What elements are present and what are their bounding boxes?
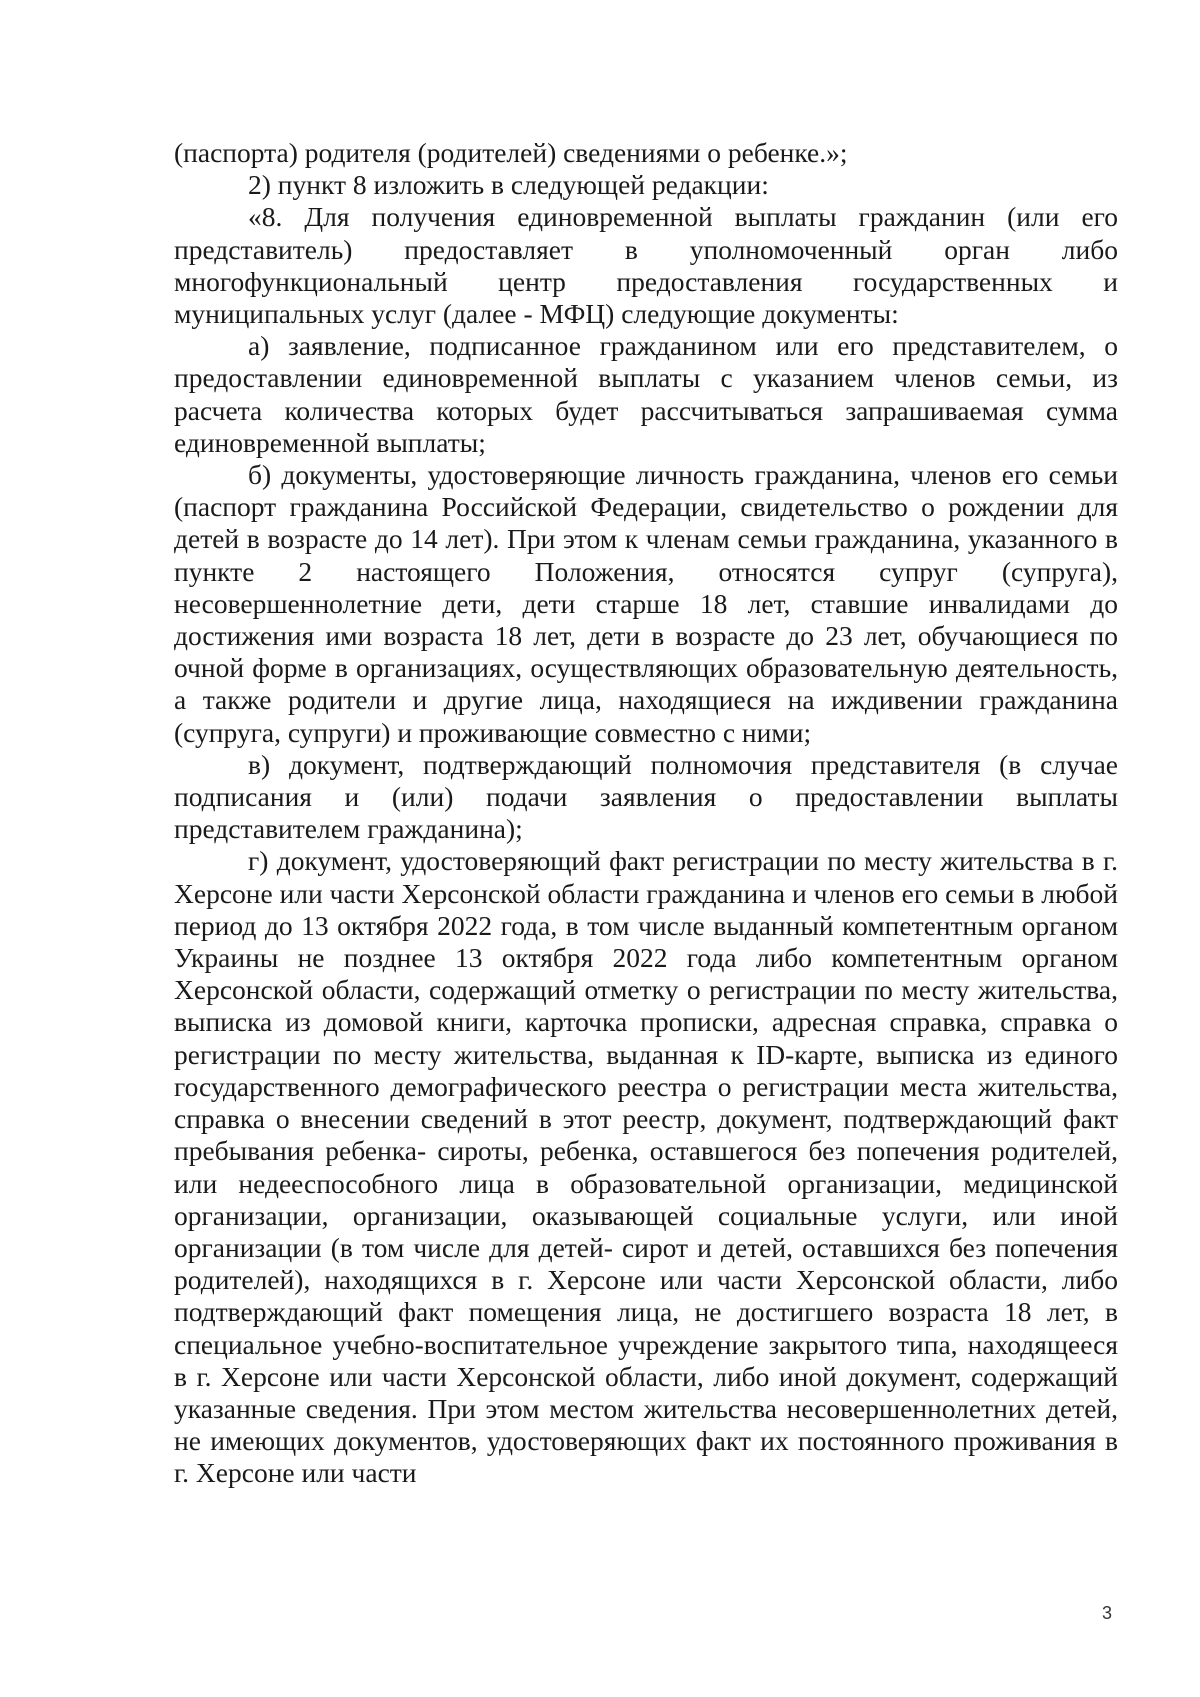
- paragraph-clause-8: «8. Для получения единовременной выплаты гражданин (или его представитель) предоставляет в уполномоченный орган либо многофункциональный центр предоставления государственных и муниципальных услуг (далее - МФЦ) следующие документы:: [174, 201, 1118, 330]
- paragraph-continuation: (паспорта) родителя (родителей) сведениями о ребенке.»;: [174, 137, 848, 168]
- document-body: [174, 137, 1118, 1490]
- page-number: 3: [1102, 1603, 1113, 1623]
- paragraph-item-2: 2) пункт 8 изложить в следующей редакции:: [248, 169, 769, 201]
- paragraph-subitem-g: г) документ, удостоверяющий факт регистрации по месту жительства в г. Херсоне или части Херсонской области гражданина и членов его семьи в любой период до 13 октября 2022 года, в том числе выданный компетентным органом Украины не позднее 13 октября 2022 года либо компетентным органом Херсонской области, содержащий отметку о регистрации по месту жительства, выписка из домовой книги, карточка прописки, адресная справка, справка о регистрации по месту жительства, выданная к ID-карте, выписка из единого государственного демографического реестра о регистрации места жительства, справка о внесении сведений в этот реестр, документ, подтверждающий факт пребывания ребенка- сироты, ребенка, оставшегося без попечения родителей, или недееспособного лица в образовательной организации, медицинской организации, организации, оказывающей социальные услуги, или иной организации (в том числе для детей- сирот и детей, оставшихся без попечения родителей), находящихся в г. Херсоне или части Херсонской области, либо подтверждающий факт помещения лица, не достигшего возраста 18 лет, в специальное учебно-воспитательное учреждение закрытого типа, находящееся в г. Херсоне или части Херсонской области, либо иной документ, содержащий указанные сведения. При этом местом жительства несовершеннолетних детей, не имеющих документов, удостоверяющих факт их постоянного проживания в г. Херсоне или части: [174, 845, 1118, 1489]
- paragraph-subitem-a: а) заявление, подписанное гражданином или его представителем, о предоставлении единовременной выплаты с указанием членов семьи, из расчета количества которых будет рассчитываться запрашиваемая сумма единовременной выплаты;: [174, 330, 1118, 458]
- paragraph-subitem-v: в) документ, подтверждающий полномочия представителя (в случае подписания и (или) подачи заявления о предоставлении выплаты представителем гражданина);: [174, 748, 1118, 845]
- paragraph-subitem-b: б) документы, удостоверяющие личность гражданина, членов его семьи (паспорт гражданина Российской Федерации, свидетельство о рождении для детей в возрасте до 14 лет). При этом к членам семьи гражданина, указанного в пункте 2 настоящего Положения, относятся супруг (супруга), несовершеннолетние дети, дети старше 18 лет, ставшие инвалидами до достижения ими возраста 18 лет, дети в возрасте до 23 лет, обучающиеся по очной форме в организациях, осуществляющих образовательную деятельность, а также родители и другие лица, находящиеся на иждивении гражданина (супруга, супруги) и проживающие совместно с ними;: [174, 459, 1118, 748]
